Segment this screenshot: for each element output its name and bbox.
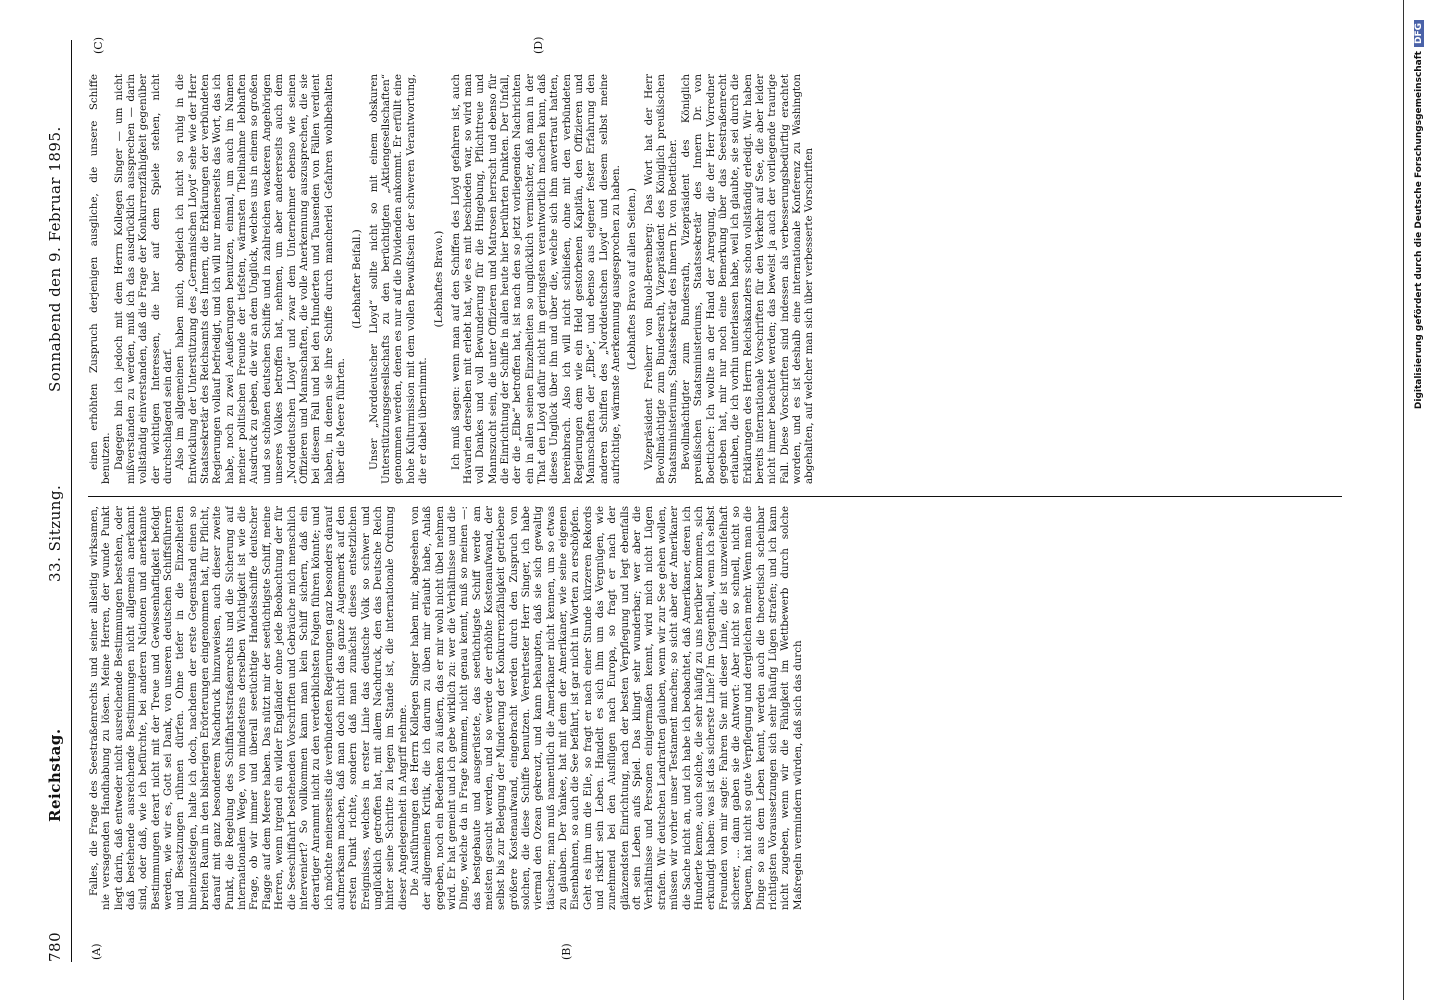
header-rule xyxy=(71,40,72,962)
paragraph: Also im allgemeinen haben mich, obgleich ich nicht so ruhig in die Entwicklung der Unterstützung des „Germanischen Lloyd“ sehe wie der Herr Staatssekretär des Reichsamts des Innern, die Erklärungen der verbündeten Regierungen vollauf befriedigt, und ich will nur meinerseits das Wort, das ich habe, noch zu zwei Aeußerungen benutzen, einmal, um auch im Namen meiner politischen Freunde der tiefsten, wärmsten Theilnahme lebhaften Ausdruck zu geben, die wir an dem Unglück, welches uns in einem so großen und so schönen deutschen Schiffe und in zahlreichen wackeren Angehörigen unseres Volkes betroffen hat, nehmen, um aber andererseits auch dem „Norddeutschen Lloyd“ und zwar dem Unternehmer ebenso wie seinen Offizieren und Mannschaften, die volle Anerkennung auszusprechen, die sie bei diesem Fall und bei den Hunderten und Tausenden von Fällen verdient haben, in denen sie ihre Schiffe durch mancherlei Gefahren wohlbehalten über die Meere führten. xyxy=(174,74,347,484)
scan-edge-line xyxy=(1403,0,1404,1000)
paragraph: Ich muß sagen: wenn man auf den Schiffen des Lloyd gefahren ist, auch Havarien derselben mit erlebt hat, wie es mit beschieden war, so wird man voll Dankes und voll Bewunderung für die Hingebung, Pflichttreue und Mannszucht sein, die unter Offizieren und Matrosen herrscht und ebenso für die Einrichtung der Schiffe in allen heute hier berührten Punkten. Der Unfall, der die „Elbe“ betroffen hat, ist nach den so jetzt vorliegenden Nachrichten ein in allen seinen Einzelheiten so unglücklich vermischter, daß man in der That den Lloyd dafür nicht im geringsten verantwortlich machen kann, daß dieses Unglück über ihn und über die, welche sich ihm anvertraut hatten, hereinbrach. Also ich will nicht schließen, ohne mit den verbündeten Regierungen dem wie ein Held gestorbenen Kapitän, den Offizieren und Mannschaften der „Elbe“, und ebenso aus eigener fester Erfahrung den anderen Schiffen des „Norddeutschen Lloyd“ und diesem selbst meine aufrichtige, wärmste Anerkennung ausgesprochen zu haben. xyxy=(449,74,623,484)
right-text-column xyxy=(88,74,1342,484)
digitization-credit xyxy=(1414,20,1424,980)
margin-marker-b: (B) xyxy=(560,943,573,960)
paragraph: Vizepräsident Freiherr von Buol-Berenberg: Das Wort hat der Herr Bevollmächtigte zum Bundesrath, Vizepräsident des Königlich preußischen Staatsministeriums, Staatssekretär des Innern Dr. von Boetticher. xyxy=(642,74,680,484)
credit-text: Digitalisierung gefördert durch die Deutsche Forschungsgemeinschaft xyxy=(1414,51,1424,410)
applause-note: (Lebhaftes Bravo.) xyxy=(433,230,446,328)
margin-marker-d: (D) xyxy=(532,36,545,54)
header-title: Reichstag. xyxy=(46,728,64,822)
page-header xyxy=(40,40,72,962)
applause-note: (Lebhafter Beifall.) xyxy=(351,229,364,329)
paragraph: Dagegen bin ich jedoch mit dem Herrn Kollegen Singer — um nicht mißverstanden zu werden, muß ich das ausdrücklich aussprechen — darin vollständig einverstanden, daß die Frage der Konkurrenzfähigkeit gegenüber der wichtigen Interessen, die hier auf dem Spiele stehen, nicht durchschlagend sein darf. xyxy=(112,74,175,484)
margin-marker-c: (C) xyxy=(92,37,105,54)
session-date: Sonnabend den 9. Februar 1895. xyxy=(46,126,64,392)
left-text-column xyxy=(88,506,1342,910)
column-divider xyxy=(88,496,1342,497)
applause-note: (Lebhaftes Bravo auf allen Seiten.) xyxy=(626,188,639,371)
dfg-logo: DFG xyxy=(1414,20,1424,47)
session-label: 33. Sitzung. xyxy=(46,484,64,582)
paragraph: einen erhöhten Zuspruch derjenigen ausgliche, die unsere Schiffe benutzen. xyxy=(88,74,113,484)
paragraph: Falles, die Frage des Seestraßenrechts und seiner allseitig wirksamen, nie versagenden Handhabung zu lösen. Meine Herren, der wunde Punkt liegt darin, daß entweder nicht ausreichende Bestimmungen bestehen, oder daß bestehende ausreichende Bestimmungen nicht allgemein anerkannt sind, oder daß, wie ich befürchte, bei anderen Nationen und anerkannte Bestimmungen derart nicht mit der Treue und Gewissenhaftigkeit befolgt werden, wie wir es, Gott sei Dank, von unseren deutschen Schiffsführern und Besatzungen rühmen dürfen. Ohne tiefer in die Einzelheiten hineinzusteigen, halte ich doch, nachdem der erste Gegenstand einen so breiten Raum in den bisherigen Erörterungen eingenommen hat, für Pflicht, darauf mit ganz besonderem Nachdruck hinzuweisen, auch dieser zweite Punkt, die Regelung des Schiffahrtsstraßenrechts und die Sicherung auf internationalem Wege, von mindestens derselben Wichtigkeit ist wie die Frage, ob wir immer und überall seetüchtige Handelsschiffe deutscher Flagge auf dem Meere haben. Das nützt mir der seetüchtigste Schiff, meine Herren, wenn irgend ein wilder Engländer ohne jede Beobachtung der für die Seeschiffahrt bestehenden Vorschriften und Gebräuche mich menschlich interveniert? So vollkommen kann man kein Schiff sichern, daß ein derartiger Anrammt nicht zu den verderblichsten Folgen führen könnte; und ich möchte meinerseits die verbündeten Regierungen ganz besonders darauf aufmerksam machen, daß man doch nicht das ganze Augenmerk auf den ersten Punkt richte, sondern daß man zunächst dieses entsetzlichen Ereignisses, welches in erster Linie das deutsche Volk so schwer und unglücklich getroffen hat, mit allem Nachdruck, den das Deutsche Reich hinter seine Schritte zu legen im Stande ist, die internationale Ordnung dieser Angelegenheit in Angriff nehme. xyxy=(88,506,409,910)
paragraph: Unser „Norddeutscher Lloyd“ sollte nicht so mit einem obskuren Unterstützungsgesellschafts zu den berüchtigten „Aktiengesellschaften“ genommen werden, denen es nur auf die Dividenden ankommt. Er erfüllt eine hohe Kulturmission mit dem vollen Bewußtsein der schweren Verantwortung, die er dabei übernimmt. xyxy=(367,74,429,484)
paragraph: Die Ausführungen des Herrn Kollegen Singer haben mir, abgesehen von der allgemeinen Kritik, die ich darum zu üben mir erlaubt habe, Anlaß gegeben, noch ein Bedenken zu äußern, das er mir wohl nicht übel nehmen wird. Er hat gemeint und ich gebe wirklich zu: wer die Verhältnisse und die Dinge, welche da in Frage kommen, nicht genau kennt, muß so meinen —: das bestgebaute und ausgerüstete, das seetüchtigste Schiff werde am meisten gesucht werden, und so werde der erhöhte Kostenaufwand, der selbst bis zur Belegung der Minderung der Konkurrenzfähigkeit getriebene größere Kostenaufwand, eingebracht werden durch den Zuspruch von solchen, die diese Schiffe benutzen. Verehrtester Herr Singer, ich habe viermal den Ozean gekreuzt, und kann behaupten, daß sie sich gewaltig täuschen; man muß namentlich die Amerikaner nicht kennen, um so etwas zu glauben. Der Yankee, hat mit dem der Amerikaner, wie seine eigenen Eisenbahnen, so auch die See befährt, ist gar nicht in Worten zu erschöpfen. Geht es ihm um die Eile, so fragt er nach einer Stunde kürzeren Rekords und riskirt sein Leben. Handelt es sich ihm um das Vergnügen, wie zunehmend bei den Ausflügen nach Europa, so fragt er nach der glänzendsten Einrichtung, nach der besten Verpflegung und legt ebenfalls oft sein Leben aufs Spiel. Das klingt sehr wunderbar; wer aber die Verhältnisse und Personen einigermaßen kennt, wird mich nicht Lügen strafen. Wir deutschen Landratten glauben, wenn wir zur See gehen wollen, müssen wir vorher unser Testament machen; so sicht aber der Amerikaner die Sache nicht an, und ich habe ich beobachtet, daß Amerikaner, deren ich Hunderte kenne, auch solche, die sehr häufig zu uns herüber kommen, sich erkundigt haben: was ist das sicherste Linie? Im Gegentheil, wenn ich selbst Freunden von mir sagte: Fahren Sie mit dieser Linie, die ist unzweifelhaft sicherer, ... dann gaben sie die Antwort: Aber nicht so schnell, nicht so bequem, hat nicht so gute Verpflegung und dergleichen mehr. Wenn man die Dinge so aus dem Leben kennt, werden auch die theoretisch scheinbar richtigsten Voraussetzungen sich sehr häufig Lügen strafen; und ich kann nicht zugeben, wenn wir die Fähigkeit im Wettbewerb durch solche Maßregeln vermindern würden, daß sich das durch xyxy=(408,506,804,910)
paragraph: Bevollmächtigter zum Bundesrath, Vizepräsident des Königlich preußischen Staatsministeriums, Staatssekretär des Innern Dr. von Boetticher: Ich wollte an der Hand der Anregung, die der Herr Vorredner gegeben hat, mir nur noch eine Bemerkung über das Seestraßenrecht erlauben, die ich vorhin unterlassen habe, weil ich glaubte, sie sei durch die Erklärungen des Herrn Reichskanzlers schon vollständig erledigt. Wir haben bereits internationale Vorschriften für den Verkehr auf See, die aber leider nicht immer beachtet werden; das beweist ja auch der vorliegende traurige Fall. Diese Vorschriften sind indessen als verbesserungsbedürftig erachtet worden, und es ist deshalb eine internationale Konferenz zu Washington abgehalten, auf welcher man sich über verbesserte Vorschriften xyxy=(679,74,816,484)
margin-marker-a: (A) xyxy=(90,943,103,960)
page-number: 780 xyxy=(46,931,64,962)
